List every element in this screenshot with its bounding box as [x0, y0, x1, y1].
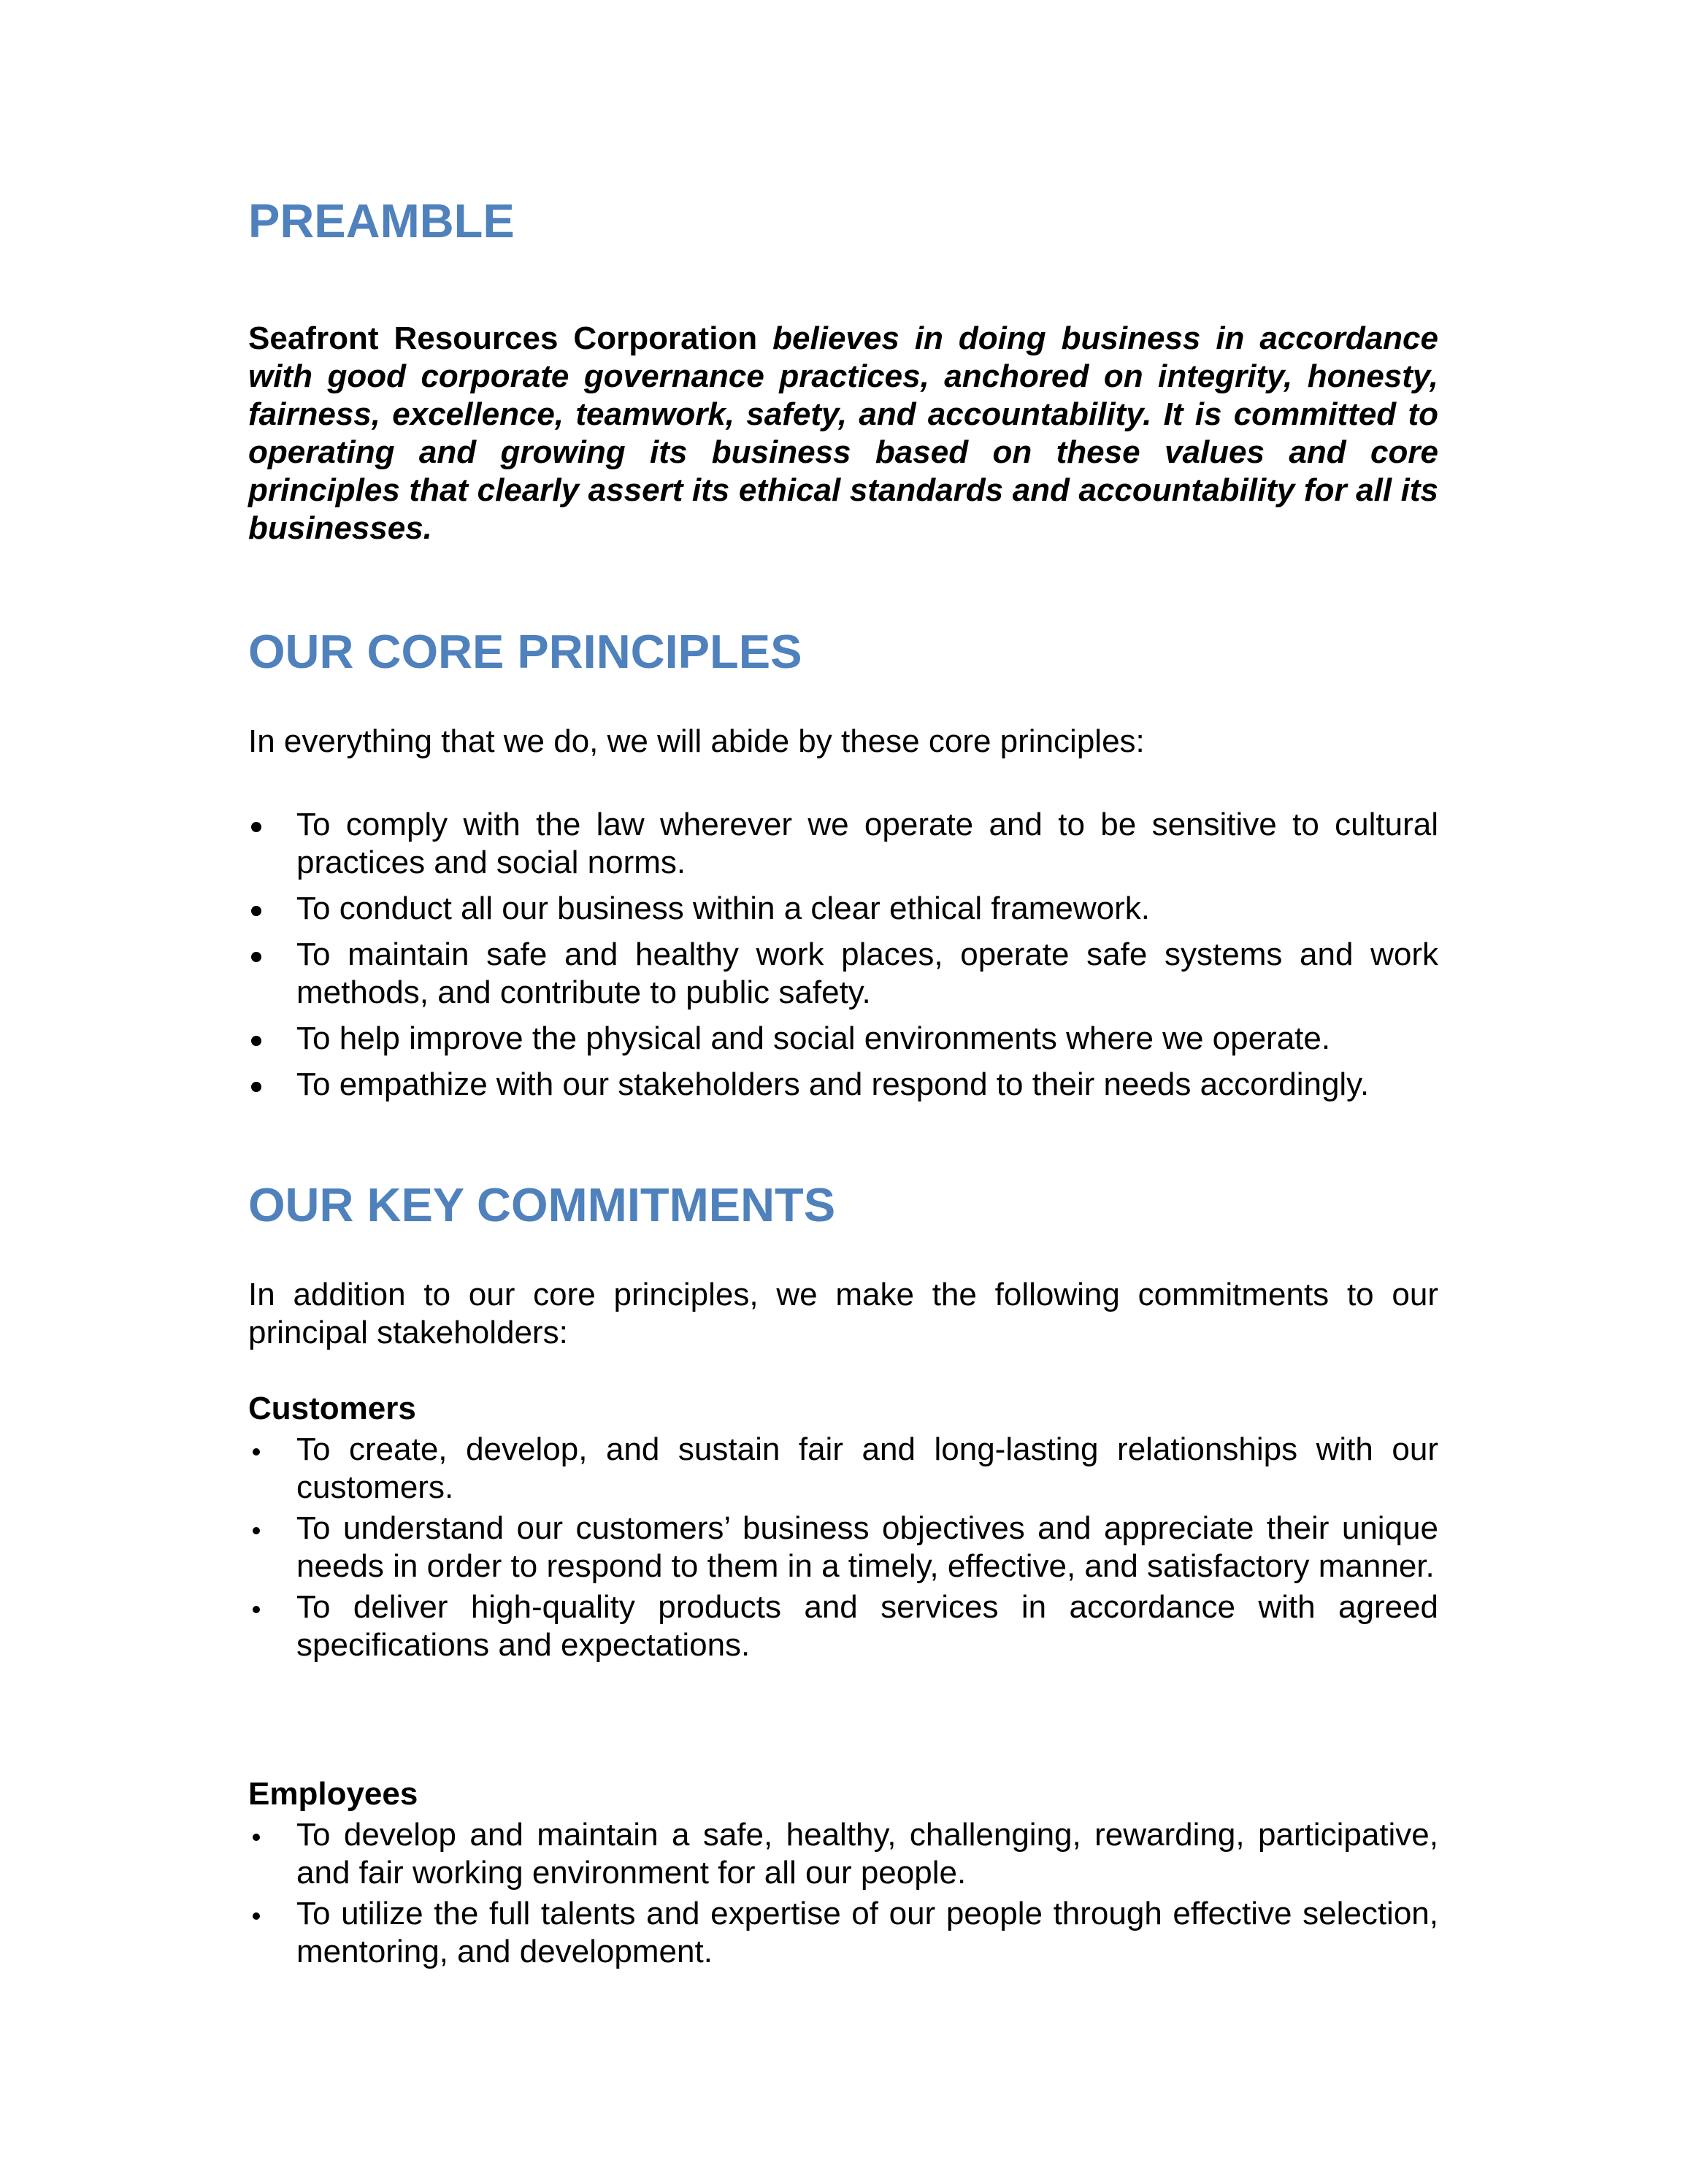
preamble-paragraph: [248, 320, 1438, 547]
customers-list: [248, 1431, 1438, 1667]
bullet-icon: [251, 1082, 261, 1092]
bullet-icon: [251, 906, 261, 916]
list-item: To develop and maintain a safe, healthy, challenging, rewarding, participative, and fair working environment for all our people.: [248, 1816, 1438, 1892]
list-item: To conduct all our business within a clear ethical framework.: [248, 890, 1438, 928]
customers-subheading: Customers: [248, 1391, 416, 1426]
bullet-icon: [253, 1912, 260, 1920]
core-principles-intro: In everything that we do, we will abide by these core principles:: [248, 723, 1145, 759]
bullet-icon: [253, 1606, 260, 1613]
preamble-statement: believes in doing business in accordance with good corporate governance practices, anchored on integrity, honesty, fairness, excellence, teamwork, safety, and accountability. It is committed to operating and growing its business based on these values and core principles that clearly assert its ethical standards and accountability for all its businesses.: [248, 320, 1438, 546]
list-item: To understand our customers’ business objectives and appreciate their unique needs in order to respond to them in a timely, effective, and satisfactory manner.: [248, 1510, 1438, 1585]
list-item: To create, develop, and sustain fair and long-lasting relationships with our customers.: [248, 1431, 1438, 1507]
key-commitments-heading: OUR KEY COMMITMENTS: [248, 1178, 836, 1231]
list-item: To help improve the physical and social environments where we operate.: [248, 1020, 1438, 1058]
preamble-heading: PREAMBLE: [248, 194, 515, 247]
core-principles-list: [248, 806, 1438, 1112]
list-item: To maintain safe and healthy work places, operate safe systems and work methods, and contribute to public safety.: [248, 936, 1438, 1012]
bullet-icon: [253, 1448, 260, 1456]
key-commitments-intro: In addition to our core principles, we make the following commitments to our principal stakeholders:: [248, 1277, 1438, 1350]
employees-list: [248, 1816, 1438, 1974]
bullet-icon: [251, 822, 261, 832]
bullet-icon: [251, 952, 261, 962]
bullet-icon: [253, 1834, 260, 1841]
core-principles-heading: OUR CORE PRINCIPLES: [248, 625, 802, 678]
bullet-icon: [251, 1036, 261, 1046]
company-name: Seafront Resources Corporation: [248, 320, 758, 356]
list-item: To empathize with our stakeholders and respond to their needs accordingly.: [248, 1066, 1438, 1104]
list-item: To utilize the full talents and expertise of our people through effective selection, mentoring, and development.: [248, 1895, 1438, 1971]
bullet-icon: [253, 1527, 260, 1534]
employees-subheading: Employees: [248, 1776, 418, 1812]
list-item: To comply with the law wherever we operate and to be sensitive to cultural practices and social norms.: [248, 806, 1438, 882]
list-item: To deliver high-quality products and services in accordance with agreed specifications and expectations.: [248, 1588, 1438, 1664]
